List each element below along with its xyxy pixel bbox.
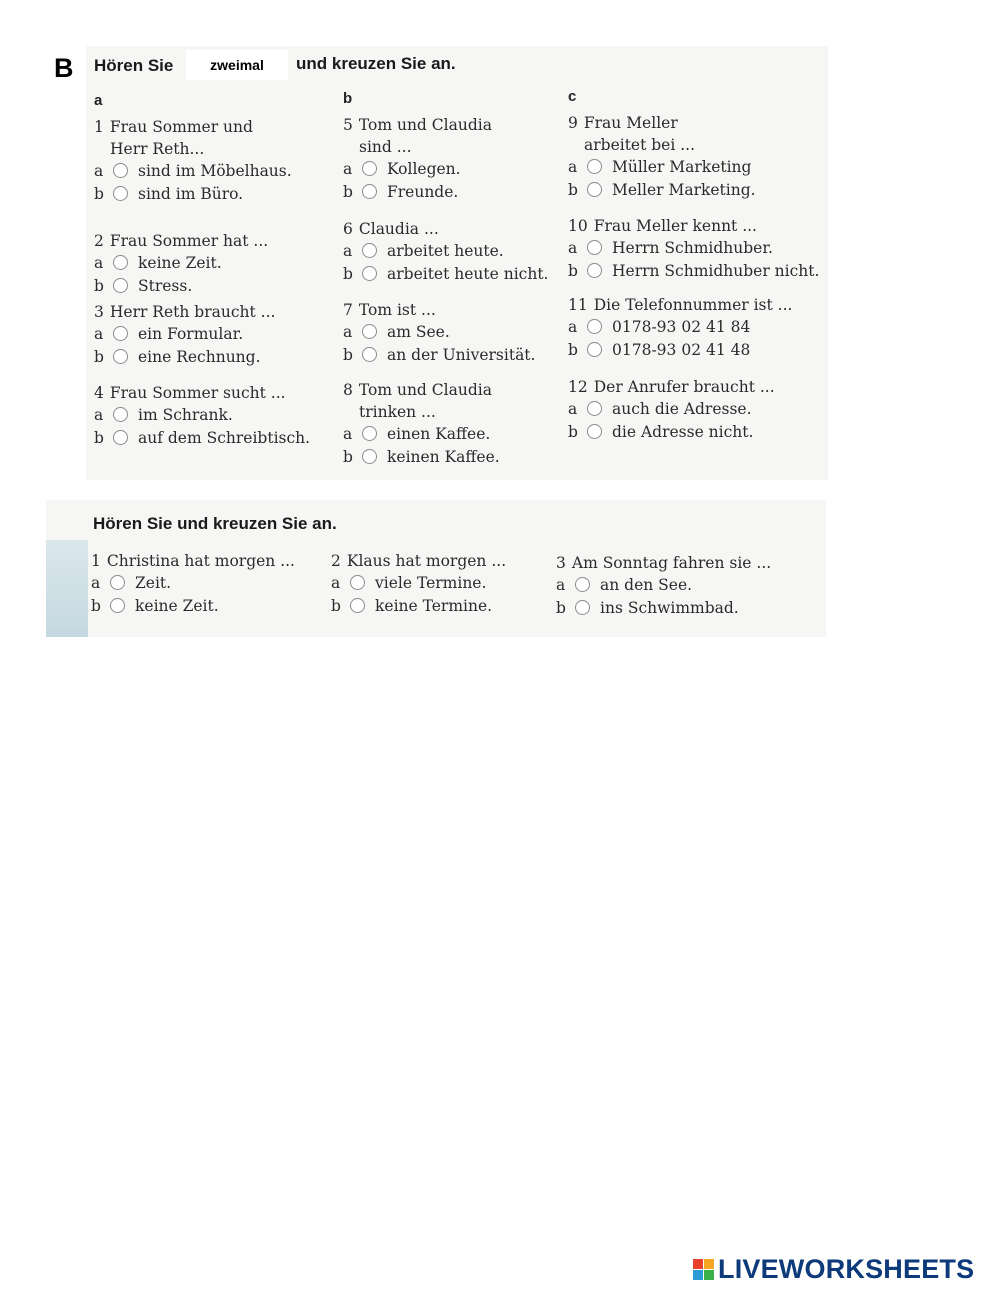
answer-option-a[interactable]: [568, 398, 775, 421]
question-text: [331, 550, 506, 572]
option-text: Freunde.: [387, 183, 459, 201]
question-text-line: Frau Meller: [583, 114, 678, 132]
question-text-line: Frau Sommer hat ...: [109, 232, 269, 250]
option-text: viele Termine.: [375, 574, 487, 592]
answer-option-a[interactable]: [568, 237, 819, 260]
section-b-heading-start: Hören Sie: [94, 56, 174, 75]
logo-text: LIVEWORKSHEETS: [718, 1254, 975, 1284]
question-text: [568, 215, 819, 237]
answer-option-a[interactable]: [94, 252, 268, 275]
answer-option-b[interactable]: [94, 346, 275, 369]
option-text: an der Universität.: [387, 346, 536, 364]
radio-circle-icon[interactable]: [113, 326, 128, 341]
option-letter: a: [94, 406, 104, 424]
option-letter: a: [331, 574, 341, 592]
column-label-b: b: [343, 90, 353, 107]
answer-blank-zweimal[interactable]: zweimal: [186, 50, 288, 80]
option-text: Müller Marketing: [612, 158, 752, 176]
question-text-line: Die Telefonnummer ist ...: [593, 296, 793, 314]
sectionB-question-9: [568, 112, 756, 202]
question-number: 1: [91, 552, 101, 570]
sectionC-question-1: [91, 550, 295, 618]
option-text: 0178-93 02 41 84: [612, 318, 751, 336]
answer-option-a[interactable]: [94, 323, 275, 346]
answer-option-b[interactable]: [94, 183, 292, 206]
answer-option-b[interactable]: [568, 179, 756, 202]
option-letter: b: [343, 183, 353, 201]
question-text: [568, 112, 756, 134]
sectionB-question-8: [343, 379, 500, 469]
question-text: [94, 382, 310, 404]
answer-option-a[interactable]: [343, 321, 535, 344]
option-letter: a: [568, 239, 578, 257]
question-text-line: Frau Sommer sucht ...: [109, 384, 286, 402]
option-letter: a: [94, 325, 104, 343]
radio-circle-icon[interactable]: [110, 575, 125, 590]
answer-option-b[interactable]: [94, 275, 268, 298]
question-number: 10: [568, 217, 588, 235]
option-text: auf dem Schreibtisch.: [138, 429, 311, 447]
radio-circle-icon[interactable]: [587, 319, 602, 334]
radio-circle-icon[interactable]: [575, 577, 590, 592]
question-text: [94, 116, 292, 138]
question-text-line: Tom ist ...: [358, 301, 436, 319]
question-text: [94, 138, 292, 160]
question-text: [343, 401, 500, 423]
option-text: keine Termine.: [375, 597, 493, 615]
option-text: Stress.: [138, 277, 193, 295]
sectionB-question-10: [568, 215, 819, 283]
option-text: Herrn Schmidhuber nicht.: [612, 262, 820, 280]
question-text-line: Christina hat morgen ...: [106, 552, 295, 570]
question-text: [343, 114, 492, 136]
answer-option-b[interactable]: [343, 446, 500, 469]
option-text: im Schrank.: [138, 406, 233, 424]
answer-option-a[interactable]: [556, 574, 771, 597]
column-label-a: a: [94, 92, 103, 109]
question-text: [556, 552, 771, 574]
answer-option-a[interactable]: [331, 572, 506, 595]
radio-circle-icon[interactable]: [350, 575, 365, 590]
answer-option-a[interactable]: [94, 404, 310, 427]
radio-circle-icon[interactable]: [113, 255, 128, 270]
question-number: 5: [343, 116, 353, 134]
radio-circle-icon[interactable]: [362, 426, 377, 441]
question-text: [343, 299, 535, 321]
radio-circle-icon[interactable]: [350, 598, 365, 613]
question-number: 9: [568, 114, 578, 132]
option-letter: b: [568, 181, 578, 199]
option-letter: b: [343, 346, 353, 364]
answer-option-a[interactable]: [91, 572, 295, 595]
sectionB-question-12: [568, 376, 775, 444]
question-text: [91, 550, 295, 572]
answer-option-a[interactable]: [343, 158, 492, 181]
radio-circle-icon[interactable]: [587, 182, 602, 197]
question-number: 4: [94, 384, 104, 402]
option-letter: b: [568, 262, 578, 280]
answer-option-b[interactable]: [331, 595, 506, 618]
radio-circle-icon[interactable]: [362, 266, 377, 281]
logo-mark-icon: [693, 1259, 714, 1280]
option-text: sind im Möbelhaus.: [138, 162, 292, 180]
radio-circle-icon[interactable]: [113, 430, 128, 445]
option-letter: a: [91, 574, 101, 592]
sectionB-question-6: [343, 218, 549, 286]
option-letter: b: [331, 597, 341, 615]
radio-circle-icon[interactable]: [362, 324, 377, 339]
sectionB-question-4: [94, 382, 310, 450]
sectionB-question-1: [94, 116, 292, 206]
option-letter: b: [91, 597, 101, 615]
option-letter: a: [94, 254, 104, 272]
option-letter: b: [94, 429, 104, 447]
question-text-line: sind ...: [359, 138, 412, 156]
option-text: Meller Marketing.: [612, 181, 756, 199]
question-text-line: Der Anrufer braucht ...: [593, 378, 775, 396]
radio-circle-icon[interactable]: [113, 349, 128, 364]
option-text: an den See.: [600, 576, 693, 594]
question-number: 12: [568, 378, 588, 396]
question-text-line: Klaus hat morgen ...: [346, 552, 507, 570]
option-letter: a: [94, 162, 104, 180]
question-text-line: Am Sonntag fahren sie ...: [571, 554, 772, 572]
option-letter: a: [568, 400, 578, 418]
answer-option-a[interactable]: [568, 316, 792, 339]
radio-circle-icon[interactable]: [587, 159, 602, 174]
option-letter: a: [556, 576, 566, 594]
answer-option-b[interactable]: [343, 263, 549, 286]
answer-option-b[interactable]: [343, 181, 492, 204]
question-number: 3: [94, 303, 104, 321]
sectionB-question-7: [343, 299, 535, 367]
answer-option-b[interactable]: [568, 421, 775, 444]
option-text: ins Schwimmbad.: [600, 599, 739, 617]
question-text: [568, 294, 792, 316]
question-number: 3: [556, 554, 566, 572]
radio-circle-icon[interactable]: [362, 449, 377, 464]
option-text: Kollegen.: [387, 160, 461, 178]
question-text-line: arbeitet bei ...: [584, 136, 696, 154]
option-letter: b: [568, 341, 578, 359]
question-text: [568, 376, 775, 398]
radio-circle-icon[interactable]: [587, 401, 602, 416]
radio-circle-icon[interactable]: [362, 243, 377, 258]
answer-option-a[interactable]: [343, 423, 500, 446]
question-text-line: Tom und Claudia: [358, 116, 492, 134]
radio-circle-icon[interactable]: [587, 342, 602, 357]
option-letter: b: [94, 348, 104, 366]
question-text: [94, 230, 268, 252]
question-text-line: Frau Sommer und: [109, 118, 253, 136]
question-text-line: Claudia ...: [358, 220, 439, 238]
option-text: keinen Kaffee.: [387, 448, 500, 466]
radio-circle-icon[interactable]: [587, 424, 602, 439]
option-text: auch die Adresse.: [612, 400, 752, 418]
option-letter: a: [568, 158, 578, 176]
option-letter: a: [343, 323, 353, 341]
option-text: am See.: [387, 323, 450, 341]
option-text: arbeitet heute.: [387, 242, 504, 260]
question-number: 6: [343, 220, 353, 238]
answer-option-b[interactable]: [568, 339, 792, 362]
section-c-heading: Hören Sie und kreuzen Sie an.: [93, 514, 337, 533]
section-b: [86, 46, 828, 480]
answer-option-a[interactable]: [568, 156, 756, 179]
question-text: [343, 218, 549, 240]
option-letter: b: [343, 265, 353, 283]
sectionC-question-2: [331, 550, 506, 618]
option-text: sind im Büro.: [138, 185, 244, 203]
radio-circle-icon[interactable]: [587, 240, 602, 255]
option-letter: b: [343, 448, 353, 466]
question-number: 1: [94, 118, 104, 136]
option-letter: b: [94, 277, 104, 295]
question-number: 2: [331, 552, 341, 570]
option-text: arbeitet heute nicht.: [387, 265, 549, 283]
answer-option-b[interactable]: [556, 597, 771, 620]
option-text: Herrn Schmidhuber.: [612, 239, 773, 257]
answer-option-a[interactable]: [343, 240, 549, 263]
radio-circle-icon[interactable]: [113, 163, 128, 178]
option-letter: a: [343, 160, 353, 178]
sectionB-question-5: [343, 114, 492, 204]
question-number: 7: [343, 301, 353, 319]
option-letter: b: [556, 599, 566, 617]
option-text: Zeit.: [135, 574, 172, 592]
option-text: keine Zeit.: [138, 254, 222, 272]
section-c: [46, 500, 826, 637]
question-number: 11: [568, 296, 588, 314]
question-text-line: Frau Meller kennt ...: [593, 217, 757, 235]
question-text-line: Tom und Claudia: [358, 381, 492, 399]
question-text-line: Herr Reth...: [110, 140, 205, 158]
page-edge-shading: [46, 540, 88, 637]
radio-circle-icon[interactable]: [575, 600, 590, 615]
column-label-c: c: [568, 88, 577, 105]
option-letter: b: [568, 423, 578, 441]
question-number: 8: [343, 381, 353, 399]
option-letter: b: [94, 185, 104, 203]
question-text-line: Herr Reth braucht ...: [109, 303, 276, 321]
sectionB-question-3: [94, 301, 275, 369]
option-text: die Adresse nicht.: [612, 423, 754, 441]
radio-circle-icon[interactable]: [110, 598, 125, 613]
radio-circle-icon[interactable]: [113, 278, 128, 293]
radio-circle-icon[interactable]: [587, 263, 602, 278]
radio-circle-icon[interactable]: [362, 161, 377, 176]
radio-circle-icon[interactable]: [113, 186, 128, 201]
sectionC-question-3: [556, 552, 771, 620]
section-b-letter: B: [50, 52, 78, 84]
question-text: [343, 136, 492, 158]
question-text: [94, 301, 275, 323]
option-text: 0178-93 02 41 48: [612, 341, 751, 359]
answer-option-b[interactable]: [568, 260, 819, 283]
option-text: keine Zeit.: [135, 597, 219, 615]
question-text-line: trinken ...: [359, 403, 436, 421]
question-text: [568, 134, 756, 156]
answer-option-b[interactable]: [94, 427, 310, 450]
option-letter: a: [343, 425, 353, 443]
option-letter: a: [568, 318, 578, 336]
option-letter: a: [343, 242, 353, 260]
radio-circle-icon[interactable]: [113, 407, 128, 422]
answer-option-b[interactable]: [343, 344, 535, 367]
option-text: eine Rechnung.: [138, 348, 261, 366]
option-text: einen Kaffee.: [387, 425, 491, 443]
radio-circle-icon[interactable]: [362, 347, 377, 362]
answer-option-a[interactable]: [94, 160, 292, 183]
radio-circle-icon[interactable]: [362, 184, 377, 199]
sectionB-question-11: [568, 294, 792, 362]
question-text: [343, 379, 500, 401]
sectionB-question-2: [94, 230, 268, 298]
question-number: 2: [94, 232, 104, 250]
answer-option-b[interactable]: [91, 595, 295, 618]
option-text: ein Formular.: [138, 325, 244, 343]
liveworksheets-logo: [693, 1254, 974, 1285]
section-b-heading-end: und kreuzen Sie an.: [296, 54, 456, 73]
